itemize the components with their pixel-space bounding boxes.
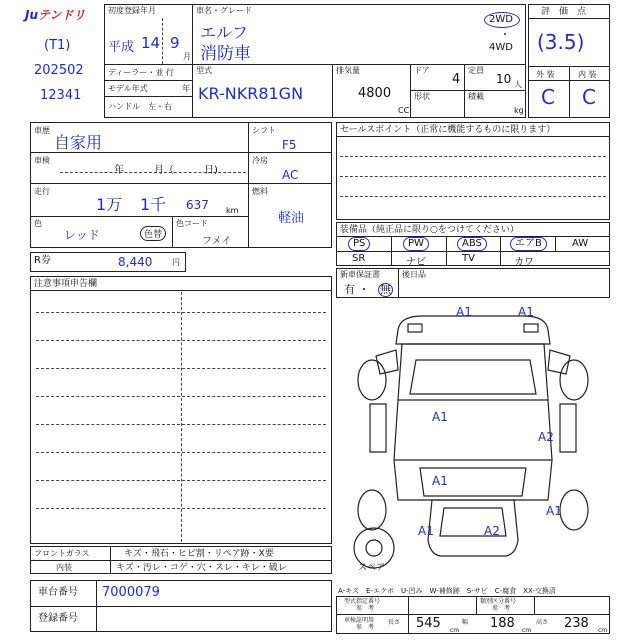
- capacity-label: 定員: [468, 66, 484, 75]
- damage-mark-right-side: A2: [538, 430, 554, 444]
- equip-abs: ABS: [457, 237, 487, 251]
- r-ken-box: [30, 252, 186, 272]
- aircon-label: 冷房: [252, 156, 268, 165]
- width-unit: cm: [522, 627, 532, 634]
- equip-ps: PS: [348, 237, 370, 251]
- length-label: 長さ: [388, 619, 401, 626]
- fuel-value: 軽油: [278, 211, 305, 226]
- cc-unit: CC: [398, 106, 410, 115]
- cert-label: 車検証明用: [344, 617, 375, 624]
- damage-legend: A-キズ E-エクボ U-凹み W-補修跡 S-サビ C-腐食 XX-交換済: [338, 587, 556, 595]
- interior-label: 内 装: [578, 70, 597, 79]
- displacement-value: 4800: [358, 86, 392, 101]
- yen-unit: 円: [172, 258, 180, 267]
- model-year-unit: 年: [182, 84, 190, 93]
- brand-logo: Juテンドリ: [25, 8, 86, 22]
- length-unit: cm: [450, 627, 460, 634]
- damage-mark-rear-right: A1: [546, 504, 562, 518]
- warranty-options: 有 ・: [344, 283, 370, 296]
- interior-row-label: 内装: [56, 563, 72, 572]
- type-code: (T1): [44, 38, 71, 53]
- chassis-label: 車台番号: [38, 587, 78, 598]
- damage-mark-left-lower: A1: [432, 474, 448, 488]
- grade-title: 評 価 点: [541, 7, 587, 17]
- color-value: レッド: [64, 228, 100, 242]
- car-name-line1: エルフ: [200, 23, 249, 42]
- capacity-value: 10: [496, 72, 512, 86]
- reg-month: 9: [170, 34, 180, 52]
- capacity-unit: 人: [514, 80, 522, 89]
- equipment-label: 装備品（純正品に限り○をつけてください）: [340, 225, 519, 235]
- shaken-label: 車検: [34, 156, 50, 165]
- class-label: 類別区分番号: [480, 598, 517, 605]
- equip-pw: PW: [403, 237, 429, 251]
- warranty-none: 無: [380, 283, 391, 296]
- r-ken-label: R券: [34, 255, 51, 266]
- color-code-label: 色コード: [176, 219, 208, 228]
- vehicle-info-box: [104, 4, 526, 118]
- first-reg-label: 初度登録年月: [108, 6, 156, 15]
- reg-era: 平成: [108, 40, 135, 55]
- class-sub: 参 考: [492, 605, 511, 612]
- equip-tv: TV: [462, 253, 475, 264]
- equip-leather: カワ: [514, 257, 534, 268]
- exterior-grade: C: [541, 85, 555, 109]
- spec-sub: 参 考: [356, 605, 375, 612]
- model-code: KR-NKR81GN: [198, 84, 304, 103]
- color-same: 色替: [140, 226, 166, 241]
- height-label: 高さ: [536, 619, 549, 626]
- mileage-man: 1万: [96, 195, 123, 214]
- color-code-value: フメイ: [202, 236, 232, 247]
- reg-label: 登録番号: [38, 613, 78, 624]
- mileage-sen: 1千: [140, 195, 167, 214]
- drive-2wd: 2WD: [489, 14, 513, 25]
- reg-year: 14: [141, 34, 161, 52]
- sales-point-label: セールスポイント（正常に機能するものに限ります）: [340, 125, 556, 135]
- lot-date: 202502: [34, 63, 84, 78]
- lot-number: 12341: [40, 88, 82, 103]
- equip-aw: AW: [572, 238, 589, 249]
- spec-label: 型式指定番号: [344, 598, 381, 605]
- manual-label: 後日品: [402, 270, 426, 279]
- kg-unit: kg: [514, 106, 524, 115]
- handle-label: ハンドル 左・右: [108, 102, 172, 111]
- height-unit: cm: [598, 627, 608, 634]
- notes-label: 注意事項申告欄: [34, 279, 98, 289]
- spare-label: スペア: [358, 563, 386, 573]
- month-unit: 月: [183, 52, 191, 61]
- equip-airbag: エアB: [510, 237, 547, 251]
- mileage-rest: 637: [186, 198, 209, 212]
- overall-grade: (3.5): [537, 30, 585, 54]
- shift-value: F5: [282, 138, 297, 152]
- displacement-label: 排気量: [336, 66, 360, 75]
- aircon-value: AC: [282, 168, 299, 182]
- km-unit: km: [226, 206, 239, 215]
- car-name-label: 車名・グレード: [196, 6, 252, 15]
- width-label: 幅: [462, 619, 469, 626]
- fuel-label: 燃料: [252, 187, 268, 196]
- door-value: 4: [452, 72, 461, 87]
- shift-label: シフト: [252, 126, 276, 135]
- shape-label: 形状: [414, 92, 430, 101]
- dealer-label: ディーラー・並 行: [108, 68, 174, 77]
- color-label: 色: [34, 219, 42, 228]
- length-value: 545: [416, 616, 441, 631]
- width-value: 188: [490, 616, 515, 631]
- shaken-format: 年 月（ 日): [114, 165, 218, 176]
- chassis-number: 7000079: [102, 585, 160, 600]
- drive-4wd: 4WD: [489, 42, 513, 53]
- equip-sr: SR: [352, 253, 366, 264]
- model-label: 型式: [196, 66, 212, 75]
- door-label: ドア: [414, 66, 430, 75]
- cert-sub: 参 考: [356, 624, 375, 631]
- weight-label: 積載: [468, 92, 484, 101]
- damage-mark-front-left: A1: [456, 305, 472, 319]
- warranty-label: 新車保証書: [340, 270, 380, 279]
- r-ken-value: 8,440: [118, 255, 153, 269]
- interior-grade: C: [582, 85, 596, 109]
- model-year-label: モデル年式: [108, 84, 148, 93]
- drive-dot: ・: [500, 30, 510, 41]
- damage-mark-front-right: A1: [518, 305, 534, 319]
- height-value: 238: [564, 616, 589, 631]
- front-glass-options: キズ・飛石・ヒビ割・リペア跡・X要: [124, 549, 274, 559]
- mileage-label: 走行: [34, 187, 50, 196]
- car-name-line2: 消防車: [200, 44, 251, 64]
- damage-mark-rear-left: A1: [418, 524, 434, 538]
- usage-value: 自家用: [54, 133, 103, 152]
- exterior-label: 外 装: [536, 70, 555, 79]
- equip-navi: ナビ: [406, 257, 426, 268]
- usage-label: 車歴: [34, 126, 50, 135]
- interior-options: キズ・汚レ・コゲ・穴・スレ・キレ・破レ: [116, 563, 287, 573]
- car-diagram: [336, 300, 610, 584]
- damage-mark-left-upper: A1: [432, 410, 448, 424]
- damage-mark-rear-center: A2: [484, 524, 500, 538]
- front-glass-label: フロントガラス: [34, 549, 90, 558]
